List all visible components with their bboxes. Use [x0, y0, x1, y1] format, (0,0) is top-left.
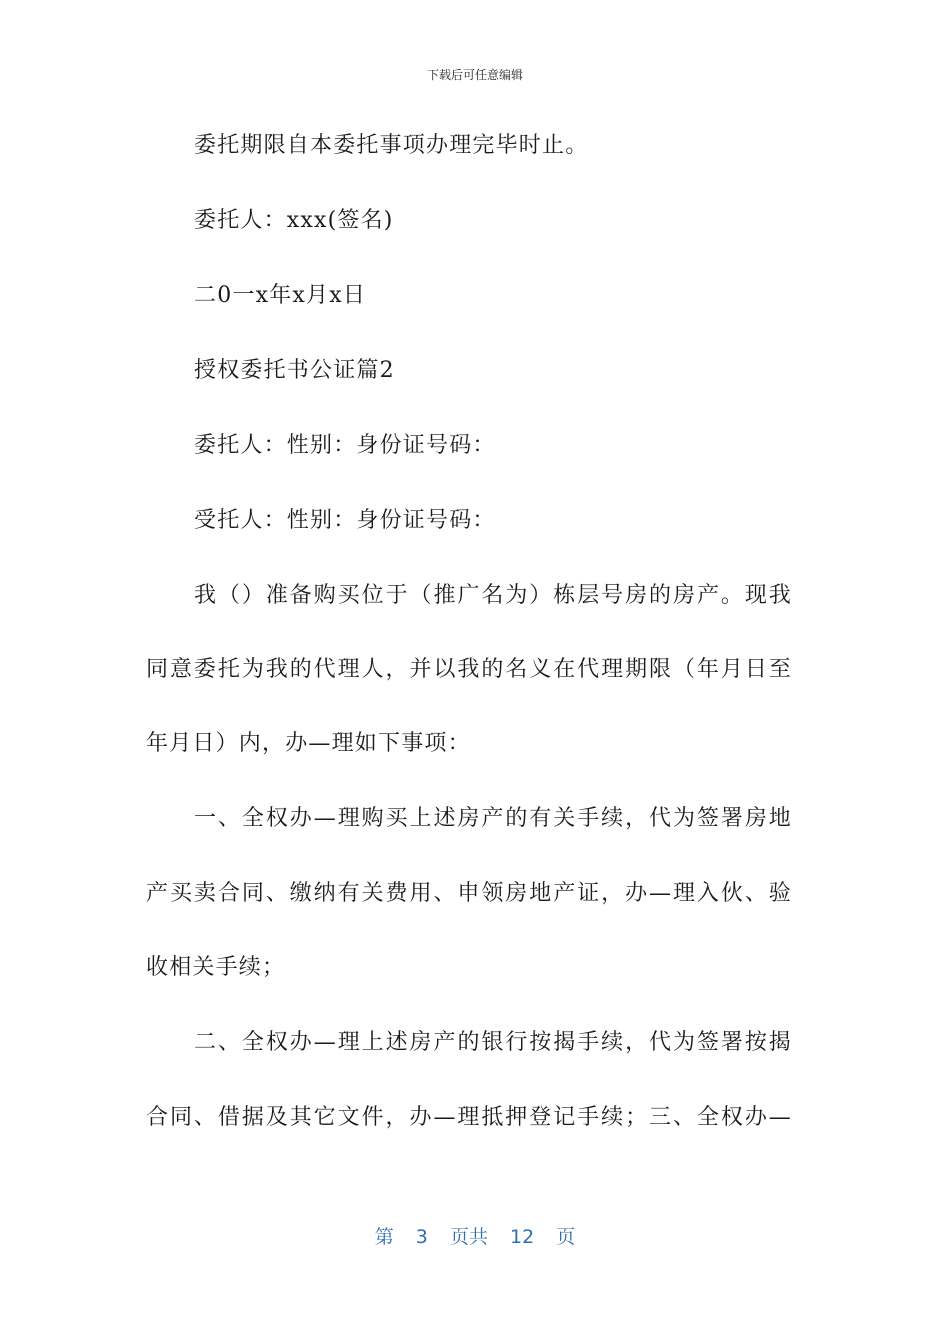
- paragraph-line: 产买卖合同、缴纳有关费用、申领房地产证，办—理入伙、验: [146, 881, 792, 906]
- page-number: 3: [415, 1226, 428, 1248]
- page-label-mid: 页共: [449, 1226, 488, 1248]
- paragraph-line: 委托人：性别：身份证号码：: [194, 433, 496, 458]
- page-header: 下载后可任意编辑: [426, 68, 523, 82]
- paragraph-line: 受托人：性别：身份证号码：: [194, 508, 496, 533]
- paragraph-line: 二、全权办—理上述房产的银行按揭手续，代为签署按揭: [194, 1030, 792, 1055]
- page-footer: [0, 1222, 950, 1249]
- paragraph-line: 收相关手续；: [146, 955, 286, 980]
- paragraph-line: 二0一x年x月x日: [194, 283, 367, 308]
- paragraph-line: 一、全权办—理购买上述房产的有关手续，代为签署房地: [194, 806, 792, 831]
- paragraph-line: 同意委托为我的代理人，并以我的名义在代理期限（年月日至: [146, 657, 792, 682]
- page-label-prefix: 第: [374, 1226, 394, 1248]
- paragraph-line: 合同、借据及其它文件，办—理抵押登记手续；三、全权办—: [146, 1105, 792, 1130]
- paragraph-line: 委托期限自本委托事项办理完毕时止。: [194, 133, 589, 158]
- paragraph-line: 我（）准备购买位于（推广名为）栋层号房的房产。现我: [194, 583, 792, 608]
- total-pages: 12: [510, 1226, 535, 1248]
- page-label-suffix: 页: [556, 1226, 576, 1248]
- paragraph-line: 年月日）内，办—理如下事项：: [146, 731, 471, 756]
- paragraph-line: 委托人：xxx(签名): [194, 208, 394, 233]
- section-heading: 授权委托书公证篇2: [194, 358, 395, 383]
